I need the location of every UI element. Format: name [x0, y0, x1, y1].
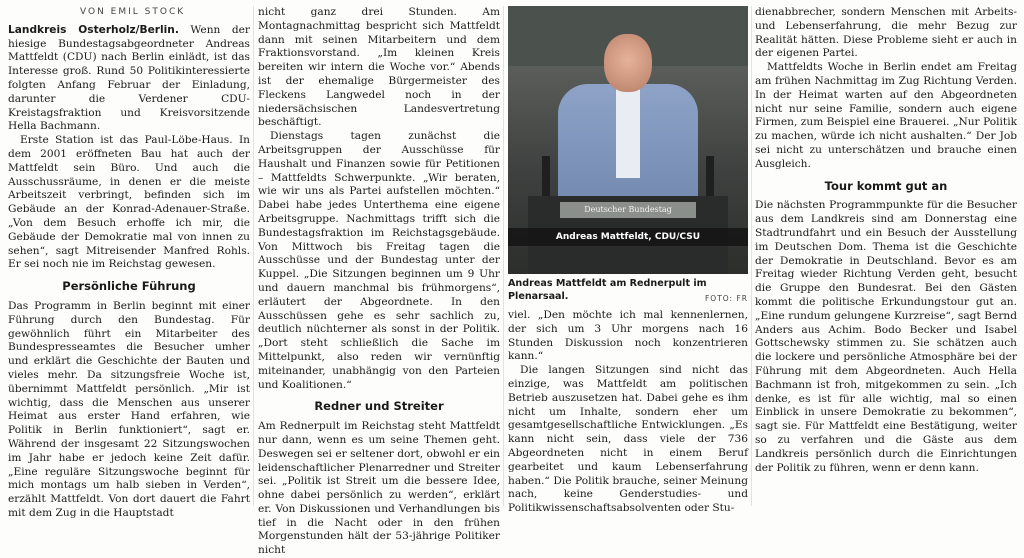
subheading: Persönliche Führung [62, 279, 196, 294]
tv-lower-third: Andreas Mattfeldt, CDU/CSU [508, 228, 748, 246]
subheading: Redner und Streiter [314, 399, 444, 414]
photo-shirt [616, 88, 640, 178]
paragraph: nicht ganz drei Stunden. Am Montagnachmittag bespricht sich Mattfeldt dann mit seinen Mitarbeitern und dem Fraktionsvorstand. „Im kleinen Kreis bereiten wir intern die Woche vor.“ Abends ist der ehemalige Bürgermeister des Fleckens Langwedel noch in der niedersächsischen Landesvertretung beschäftigt. [258, 6, 500, 129]
paragraph: Mattfeldts Woche in Berlin endet am Freitag am frühen Nachmittag im Zug Richtung Verden. In der Heimat warten auf den Abgeordneten nicht nur seine Familie, sondern auch eigene Firmen, zum Beispiel eine Brauerei. „Nur Politik zu machen, würde ich nicht aushalten.“ Der Job sei nicht zu unterschätzen und brauche einen Ausgleich. [755, 61, 1017, 170]
column-rule [751, 6, 752, 506]
paragraph-text: Wenn der hiesige Bundestagsabgeordneter Andreas Mattfeldt (CDU) nach Berlin einlädt, ist das Interesse groß. Rund 50 Politikinteressierte folgten Anfang Februar der Einladung, darunter die Verdener CDU-Kreistagsfraktion und Kreisvorsitzende Hella Bachmann. [8, 23, 250, 133]
photo-caption [508, 278, 748, 303]
article-column-2 [258, 6, 500, 557]
article-column-4 [755, 6, 1017, 508]
photo-head [604, 34, 652, 92]
lead-paragraph [8, 24, 250, 134]
paragraph: dienabbrecher, sondern Menschen mit Arbeits- und Lebenserfahrung, die mehr Bezug zur Realität hätten. Diese Probleme sieht er auch in der eigenen Partei. [755, 6, 1017, 60]
byline: VON EMIL STOCK [80, 7, 186, 17]
paragraph: Erste Station ist das Paul-Löbe-Haus. In dem 2001 eröffneten Bau hat auch der Mattfeldt sein Büro. Und auch die Ausschussräume, in denen er die meiste Arbeitszeit verbringt, befinden sich im Gebäude an der Konrad-Adenauer-Straße. „Von dem Besuch erhoffe ich mir, die Gebäude der Demokratie mal von innen zu sehen“, sagt Mitreisender Manfred Rohls. Er sei noch nie im Reichstag gewesen. [8, 134, 250, 271]
subheading: Tour kommt gut an [824, 178, 948, 193]
column-rule [253, 6, 254, 506]
paragraph: Die nächsten Programmpunkte für die Besucher aus dem Landkreis sind am Donnerstag eine Stadtrundfahrt und ein Besuch der Ausstellung im Deutschen Dom. Thema ist die Geschichte der Demokratie in Deutschland. Bevor es am Freitag wieder Richtung Verden geht, besucht die Gruppe den Bundesrat. Bei den Gästen kommt die politische Erkundungstour gut an. „Eine rundum gelungene Kurzreise“, sagt Bernd Anders aus Achim. Bodo Becker und Isabel Gottschewsky stimmen zu. Sie schätzen auch die lockere und persönliche Atmosphäre bei der Führung mit dem Abgeordneten. Auch Hella Bachmann ist froh, mitgekommen zu sein. „Ich denke, es ist für alle wichtig, mal so einen Einblick in unsere Demokratie zu bekommen“, sagt sie. Für Mattfeldt eine Bestätigung, weiter so zu verfahren und die Gäste aus dem Landkreis persönlich durch die Einrichtungen der Politik zu führen, wenn er denn kann. [755, 199, 1017, 474]
article-column-1 [8, 6, 250, 519]
column-rule [503, 6, 504, 506]
dateline: Landkreis Osterholz/Berlin. [8, 23, 179, 36]
photo-credit: FOTO: FR [704, 293, 748, 303]
speaker-photo [508, 6, 748, 274]
article-column-3 [508, 6, 748, 515]
paragraph: Am Rednerpult im Reichstag steht Mattfeldt nur dann, wenn es um seine Themen geht. Deswegen sei er seltener dort, obwohl er ein leidenschaftlicher Plenarredner und Streiter sei. „Politik ist Streit um die bessere Idee, ohne dabei persönlich zu werden“, erklärt er. Von Diskussionen und Verhandlungen bis tief in die Nacht oder in den frühen Morgenstunden hält der 53-jährige Politiker nicht [258, 420, 500, 557]
caption-text: Andreas Mattfeldt am Rednerpult im Plenarsaal. [508, 278, 707, 302]
paragraph: Die langen Sitzungen sind nicht das einzige, was Mattfeldt am politischen Betrieb auszusetzen hat. Dabei gehe es ihm nicht um Inhalte, sondern eher um gesamtgesellschaftliche Entwicklungen. „Es kann nicht sein, dass viele der 736 Abgeordneten nicht in einem Beruf gearbeitet und kaum Lebenserfahrung haben.“ Die Politik brauche, seiner Meinung nach, keine Genderstudies- und Politikwissenschaftsabsolventen oder Stu- [508, 364, 748, 515]
paragraph: viel. „Den möchte ich mal kennenlernen, der sich um 3 Uhr morgens nach 16 Stunden Diskussion noch konzentrieren kann.“ [508, 309, 748, 363]
paragraph: Das Programm in Berlin beginnt mit einer Führung durch den Bundestag. Für gewöhnlich führt ein Mitarbeiter des Bundespresseamtes die Besucher umher und erklärt die Geschichte der Bauten und vieles mehr. Da sitzungsfreie Woche ist, übernimmt Mattfeldt persönlich. „Mir ist wichtig, dass die Menschen aus unserer Heimat aus erster Hand erfahren, wie Politik in Berlin funktioniert“, sagt er. Während der insgesamt 22 Sitzungswochen im Jahr habe er jedoch keine Zeit dafür. „Eine reguläre Sitzungswoche beginnt für mich montags um halb sieben in Verden“, erzählt Mattfeldt. Von dort dauert die Fahrt mit dem Zug in die Hauptstadt [8, 299, 250, 519]
lectern-plate: Deutscher Bundestag [560, 202, 696, 218]
paragraph: Dienstags tagen zunächst die Arbeitsgruppen der Ausschüsse für Haushalt und Finanzen sowie für Petitionen – Mattfeldts Schwerpunkte. „Wir beraten, wie wir uns als Partei aufstellen möchten.“ Dabei habe jedes Unterthema eine eigene Arbeitsgruppe. Nachmittags trifft sich die Bundestagsfraktion im Reichstagsgebäude. Von Mittwoch bis Freitag tagen die Ausschüsse und der Bundestag unter der Kuppel. „Die Sitzungen beginnen um 9 Uhr und dauern manchmal bis frühmorgens“, erläutert der Abgeordnete. In den Ausschüssen gehe es sehr sachlich zu, deutlich nüchterner als sonst in der Politik. „Dort steht schließlich die Sache im Mittelpunkt, also reden wir vernünftig miteinander, unabhängig von den Parteien und Koalitionen.“ [258, 130, 500, 391]
